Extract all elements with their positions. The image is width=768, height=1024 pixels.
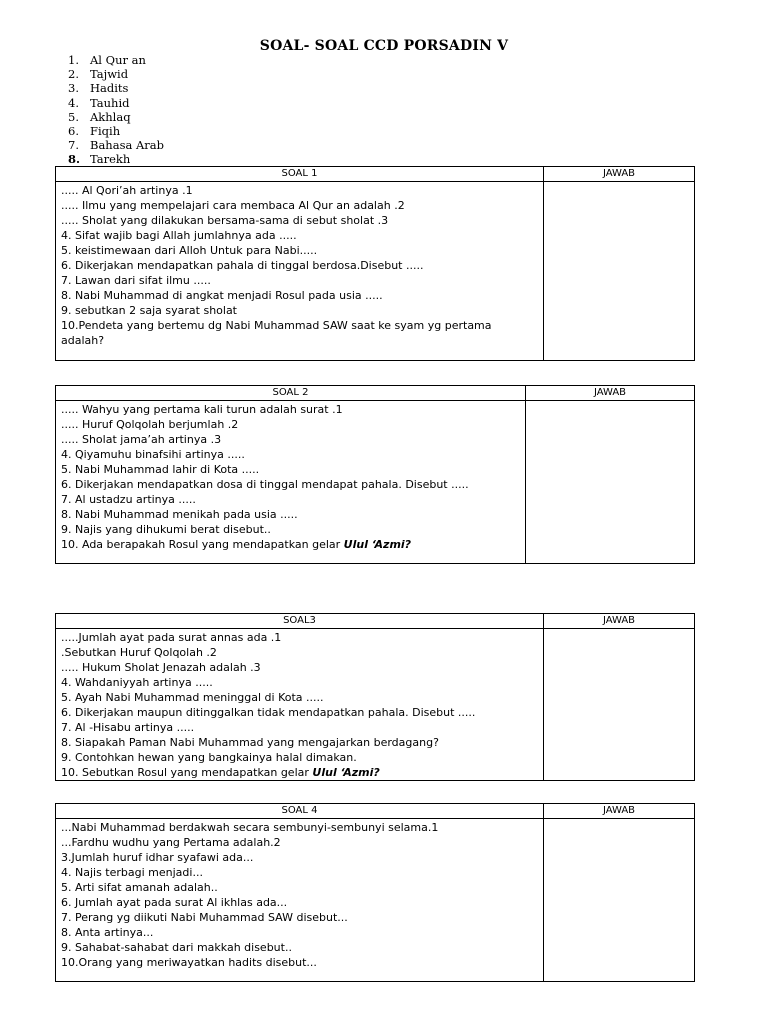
question: 5. Nabi Muhammad lahir di Kota ..... (61, 463, 260, 476)
question: 3.Jumlah huruf idhar syafawi ada... (61, 851, 254, 864)
question: ...Nabi Muhammad berdakwah secara sembunyi-sembunyi selama.1 (61, 821, 439, 834)
question: 9. Contohkan hewan yang bangkainya halal dimakan. (61, 751, 357, 764)
question: 10. Ada berapakah Rosul yang mendapatkan gelar Ulul ‘Azmi? (61, 538, 412, 551)
question: 7. Al -Hisabu artinya ..... (61, 721, 195, 734)
subject-name: Akhlaq (90, 109, 131, 124)
question-list (56, 401, 526, 564)
question: .Sebutkan Huruf Qolqolah .2 (61, 646, 217, 659)
question: ..... Huruf Qolqolah berjumlah .2 (61, 418, 239, 431)
question: 7. Perang yg diikuti Nabi Muhammad SAW disebut... (61, 911, 348, 924)
question: 10. Sebutkan Rosul yang mendapatkan gelar Ulul ‘Azmi? (61, 766, 380, 779)
subject-name: Tauhid (90, 95, 130, 110)
subject-name: Hadits (90, 81, 129, 96)
subject-name: Tajwid (90, 67, 129, 82)
question: 8. Nabi Muhammad di angkat menjadi Rosul pada usia ..... (61, 289, 383, 302)
question: 7. Lawan dari sifat ilmu ..... (61, 274, 211, 287)
question: 4. Wahdaniyyah artinya ..... (61, 676, 213, 689)
question: 5. Ayah Nabi Muhammad meninggal di Kota ..... (61, 691, 324, 704)
question: 8. Anta artinya... (61, 926, 154, 939)
question: ..... Sholat yang dilakukan bersama-sama di sebut sholat .3 (61, 214, 389, 227)
question: ..... Al Qori’ah artinya .1 (61, 184, 193, 197)
answer-cell[interactable] (544, 182, 695, 361)
subject-item: 6. Fiqih (68, 123, 121, 138)
question: ..... Ilmu yang mempelajari cara membaca Al Qur an adalah .2 (61, 199, 405, 212)
soal-4-table (55, 803, 695, 982)
question: 10.Orang yang meriwayatkan hadits disebut... (61, 956, 317, 969)
question: 8. Nabi Muhammad menikah pada usia ..... (61, 508, 298, 521)
answer-cell[interactable] (544, 819, 695, 982)
question: 6. Dikerjakan mendapatkan dosa di tinggal mendapat pahala. Disebut ..... (61, 478, 469, 491)
question: 7. Al ustadzu artinya ..... (61, 493, 196, 506)
subject-item: 3. Hadits (68, 81, 129, 96)
question-list (56, 629, 544, 781)
question: 9. sebutkan 2 saja syarat sholat (61, 304, 237, 317)
question: 6. Dikerjakan mendapatkan pahala di tinggal berdosa.Disebut ..... (61, 259, 424, 272)
emphasis-text: Ulul ‘Azmi? (312, 766, 380, 779)
subject-name: Fiqih (90, 123, 121, 138)
soal-1-table (55, 166, 695, 361)
jawab-heading: JAWAB (544, 167, 695, 182)
jawab-heading: JAWAB (544, 804, 695, 819)
question: ..... Hukum Sholat Jenazah adalah .3 (61, 661, 261, 674)
question: 8. Siapakah Paman Nabi Muhammad yang mengajarkan berdagang? (61, 736, 439, 749)
jawab-heading: JAWAB (526, 386, 695, 401)
question: 10.Pendeta yang bertemu dg Nabi Muhammad SAW saat ke syam yg pertama adalah? (61, 319, 492, 347)
question: 6. Jumlah ayat pada surat Al ikhlas ada... (61, 896, 288, 909)
question: ..... Wahyu yang pertama kali turun adalah surat .1 (61, 403, 343, 416)
question: 4. Sifat wajib bagi Allah jumlahnya ada ..... (61, 229, 297, 242)
subject-name: Tarekh (90, 152, 131, 167)
page-title: SOAL- SOAL CCD PORSADIN V (259, 38, 509, 54)
soal-3-table (55, 613, 695, 781)
subject-item: 8. Tarekh (68, 152, 131, 167)
question: 6. Dikerjakan maupun ditinggalkan tidak mendapatkan pahala. Disebut ..... (61, 706, 476, 719)
question: 4. Najis terbagi menjadi... (61, 866, 203, 879)
emphasis-text: Ulul ‘Azmi? (343, 538, 412, 551)
subject-item: 7. Bahasa Arab (68, 138, 165, 153)
question: ..... Sholat jama’ah artinya .3 (61, 433, 222, 446)
soal-heading: SOAL 2 (56, 386, 526, 401)
subject-item: 4. Tauhid (68, 95, 130, 110)
question-list (56, 182, 544, 361)
question: ...Fardhu wudhu yang Pertama adalah.2 (61, 836, 281, 849)
subject-list (68, 53, 164, 167)
soal-2-table (55, 385, 695, 564)
soal-heading: SOAL 4 (56, 804, 544, 819)
question: 5. Arti sifat amanah adalah.. (61, 881, 218, 894)
soal-heading: SOAL 1 (56, 167, 544, 182)
subject-name: Al Qur an (90, 53, 146, 67)
question: .....Jumlah ayat pada surat annas ada .1 (61, 631, 282, 644)
answer-cell[interactable] (544, 629, 695, 781)
question: 4. Qiyamuhu binafsihi artinya ..... (61, 448, 245, 461)
jawab-heading: JAWAB (544, 614, 695, 629)
subject-item: 1. Al Qur an (68, 53, 146, 67)
soal-heading: SOAL3 (56, 614, 544, 629)
answer-cell[interactable] (526, 401, 695, 564)
subject-name: Bahasa Arab (90, 138, 165, 153)
question-list (56, 819, 544, 982)
question: 9. Sahabat-sahabat dari makkah disebut.. (61, 941, 292, 954)
subject-item: 5. Akhlaq (68, 109, 131, 124)
subject-item: 2. Tajwid (68, 67, 129, 82)
question: 9. Najis yang dihukumi berat disebut.. (61, 523, 271, 536)
question: 5. keistimewaan dari Alloh Untuk para Nabi..... (61, 244, 318, 257)
